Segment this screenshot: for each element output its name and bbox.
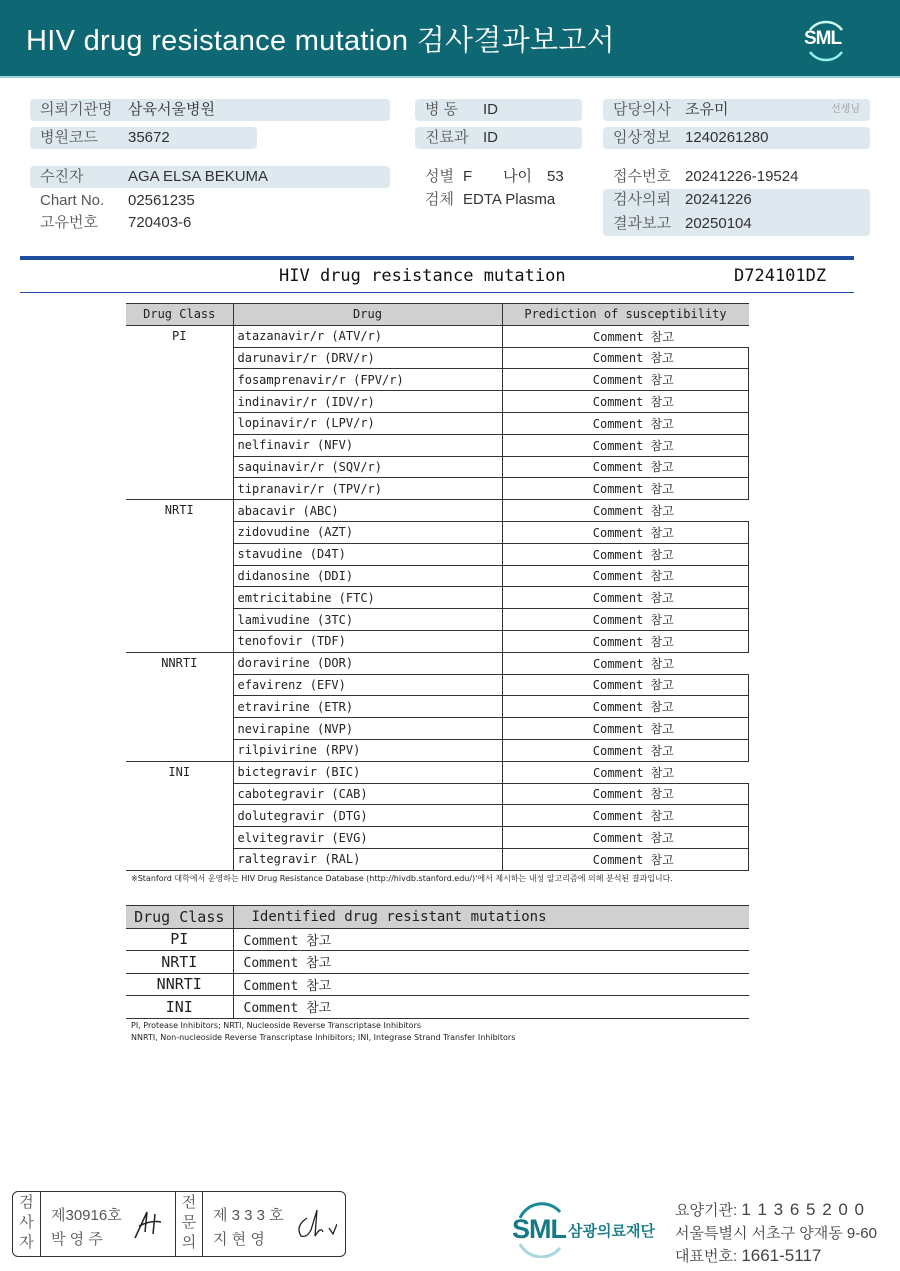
drug-cell: darunavir/r (DRV/r)	[233, 347, 502, 369]
prediction-cell: Comment 참고	[502, 761, 749, 783]
table-row	[126, 500, 749, 522]
drug-cell: nevirapine (NVP)	[233, 718, 502, 740]
abbr-line: NNRTI, Non-nucleoside Reverse Transcriptase Inhibitors; INI, Integrase Strand Transfer Inhibitors	[131, 1033, 516, 1042]
drug-cell: lamivudine (3TC)	[233, 609, 502, 631]
table-row	[126, 761, 749, 783]
drug-cell: saquinavir/r (SQV/r)	[233, 456, 502, 478]
drug-cell: lopinavir/r (LPV/r)	[233, 412, 502, 434]
patient-field: 수진자 AGA ELSA BEKUMA	[30, 166, 390, 188]
mutations-table	[126, 905, 749, 1019]
prediction-cell: Comment 참고	[502, 521, 749, 543]
table-row	[126, 928, 749, 951]
prediction-cell: Comment 참고	[502, 739, 749, 761]
mutation-cell: Comment 참고	[233, 996, 749, 1019]
drug-class-cell: INI	[126, 761, 233, 870]
drug-cell: atazanavir/r (ATV/r)	[233, 325, 502, 347]
tester-label: 검사자	[19, 1194, 34, 1251]
footer-logo: SML 삼광의료재단	[510, 1200, 665, 1258]
prediction-cell: Comment 참고	[502, 412, 749, 434]
sml-logo: SML	[800, 14, 852, 66]
drug-cell: abacavir (ABC)	[233, 500, 502, 522]
drug-class-cell: NNRTI	[126, 973, 233, 996]
drug-cell: raltegravir (RAL)	[233, 848, 502, 870]
drug-cell: indinavir/r (IDV/r)	[233, 391, 502, 413]
drug-class-cell: PI	[126, 325, 233, 499]
mutation-cell: Comment 참고	[233, 973, 749, 996]
drug-class-cell: NNRTI	[126, 652, 233, 761]
prediction-cell: Comment 참고	[502, 347, 749, 369]
divider	[20, 256, 854, 260]
doctor-field: 담당의사 조유미 선생님	[603, 99, 870, 121]
clinical-field: 임상정보 1240261280	[603, 127, 870, 149]
prediction-cell: Comment 참고	[502, 500, 749, 522]
drug-cell: etravirine (ETR)	[233, 696, 502, 718]
col-header: Prediction of susceptibility	[502, 304, 749, 326]
drug-cell: didanosine (DDI)	[233, 565, 502, 587]
col-header: Identified drug resistant mutations	[233, 906, 749, 929]
prediction-cell: Comment 참고	[502, 478, 749, 500]
drug-cell: efavirenz (EFV)	[233, 674, 502, 696]
code-field: 병원코드 35672	[30, 127, 257, 149]
test-code: D724101DZ	[734, 266, 827, 286]
drug-class-cell: NRTI	[126, 951, 233, 974]
drug-cell: zidovudine (AZT)	[233, 521, 502, 543]
drug-class-cell: PI	[126, 928, 233, 951]
abbreviations	[131, 1020, 515, 1044]
drug-cell: elvitegravir (EVG)	[233, 827, 502, 849]
susceptibility-table	[126, 303, 749, 871]
section-title: HIV drug resistance mutation	[279, 266, 566, 286]
phone: 대표번호: 1661-5117	[675, 1246, 822, 1265]
drug-cell: fosamprenavir/r (FPV/r)	[233, 369, 502, 391]
report-header	[0, 0, 900, 78]
drug-class-cell: INI	[126, 996, 233, 1019]
col-header: Drug Class	[126, 906, 233, 929]
chart-field: Chart No. 02561235	[40, 192, 195, 209]
signature-box	[12, 1191, 346, 1257]
mutation-cell: Comment 참고	[233, 928, 749, 951]
ward-field: 병 동 ID	[415, 99, 582, 121]
sex-age-field: 성별 F 나이 53	[425, 168, 564, 185]
prediction-cell: Comment 참고	[502, 630, 749, 652]
abbr-line: PI, Protease Inhibitors; NRTI, Nucleoside Reverse Transcriptase Inhibitors	[131, 1021, 422, 1030]
tester-number: 제30916호	[51, 1207, 122, 1224]
drug-cell: stavudine (D4T)	[233, 543, 502, 565]
tester-name: 박 영 주	[51, 1231, 103, 1248]
table-row	[126, 951, 749, 974]
specimen-field: 검체 EDTA Plasma	[425, 191, 556, 208]
dept-field: 진료과 ID	[415, 127, 582, 149]
drug-cell: bictegravir (BIC)	[233, 761, 502, 783]
divider	[20, 292, 854, 293]
drug-cell: tenofovir (TDF)	[233, 630, 502, 652]
prediction-cell: Comment 참고	[502, 718, 749, 740]
table-row	[126, 652, 749, 674]
drug-cell: cabotegravir (CAB)	[233, 783, 502, 805]
prediction-cell: Comment 참고	[502, 325, 749, 347]
prediction-cell: Comment 참고	[502, 805, 749, 827]
prediction-cell: Comment 참고	[502, 827, 749, 849]
drug-cell: dolutegravir (DTG)	[233, 805, 502, 827]
prediction-cell: Comment 참고	[502, 674, 749, 696]
report-title: HIV drug resistance mutation 검사결과보고서	[26, 25, 615, 57]
drug-cell: tipranavir/r (TPV/r)	[233, 478, 502, 500]
table-row	[126, 973, 749, 996]
prediction-cell: Comment 참고	[502, 652, 749, 674]
dates-field: 검사의뢰 20241226 결과보고 20250104	[603, 189, 870, 236]
tester-signature	[131, 1206, 167, 1242]
prediction-cell: Comment 참고	[502, 783, 749, 805]
specialist-number: 제 3 3 3 호	[213, 1207, 284, 1224]
drug-class-cell: NRTI	[126, 500, 233, 653]
drug-cell: doravirine (DOR)	[233, 652, 502, 674]
drug-cell: emtricitabine (FTC)	[233, 587, 502, 609]
col-header: Drug Class	[126, 304, 233, 326]
mutation-cell: Comment 참고	[233, 951, 749, 974]
col-header: Drug	[233, 304, 502, 326]
prediction-cell: Comment 참고	[502, 609, 749, 631]
drug-cell: nelfinavir (NFV)	[233, 434, 502, 456]
tester-label-cell	[13, 1192, 41, 1256]
table-row	[126, 325, 749, 347]
prediction-cell: Comment 참고	[502, 543, 749, 565]
prediction-cell: Comment 참고	[502, 696, 749, 718]
footnote: ※Stanford 대학에서 운영하는 HIV Drug Resistance Database (http://hivdb.stanford.edu/)'에서 제시하는 내성 알고리즘에 의해 분석된 결과입니다.	[131, 874, 673, 883]
id-field: 고유번호 720403-6	[40, 214, 192, 231]
hospital-field: 의뢰기관명 삼육서울병원	[30, 99, 390, 121]
specialist-name: 지 현 영	[213, 1231, 265, 1248]
prediction-cell: Comment 참고	[502, 587, 749, 609]
specialist-signature	[293, 1206, 337, 1242]
institution-number: 요양기관: 1 1 3 6 5 2 0 0	[675, 1200, 866, 1219]
specialist-label: 전문의	[181, 1194, 197, 1251]
receipt-field: 접수번호 20241226-19524	[613, 168, 799, 185]
drug-cell: rilpivirine (RPV)	[233, 739, 502, 761]
prediction-cell: Comment 참고	[502, 369, 749, 391]
table-row	[126, 996, 749, 1019]
prediction-cell: Comment 참고	[502, 434, 749, 456]
prediction-cell: Comment 참고	[502, 565, 749, 587]
prediction-cell: Comment 참고	[502, 456, 749, 478]
prediction-cell: Comment 참고	[502, 391, 749, 413]
specialist-label-cell	[175, 1192, 203, 1256]
prediction-cell: Comment 참고	[502, 848, 749, 870]
address: 서울특별시 서초구 양재동 9-60	[675, 1225, 877, 1242]
